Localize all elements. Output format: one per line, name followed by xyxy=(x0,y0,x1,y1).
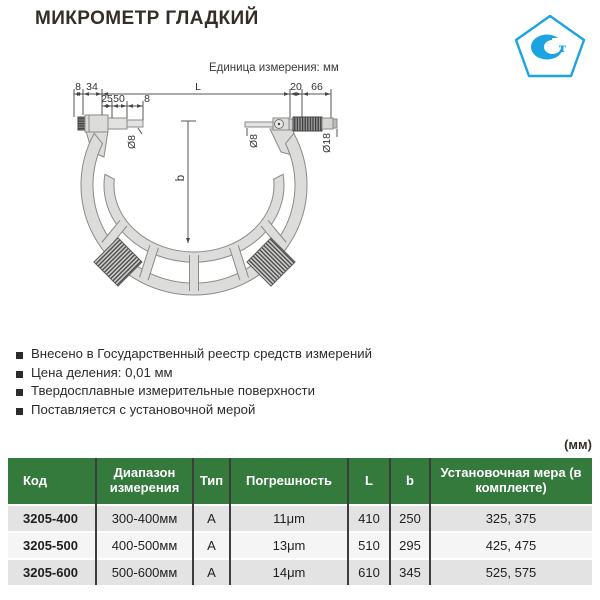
cell-code: 3205-600 xyxy=(23,565,78,580)
svg-text:25: 25 xyxy=(101,93,113,105)
feature-text: Внесено в Государственный реестр средств измерений xyxy=(31,346,372,361)
column-header-b: b xyxy=(406,472,414,488)
feature-text: Цена деления: 0,01 мм xyxy=(31,364,173,380)
square-bullet-icon xyxy=(16,352,23,359)
column-divider xyxy=(389,458,391,585)
cell-code: 3205-400 xyxy=(23,511,78,526)
cell-code: 3205-500 xyxy=(23,538,78,553)
column-header-range: Диапазон измерения xyxy=(109,465,180,495)
frame-inner-rim xyxy=(104,174,284,262)
svg-text:b: b xyxy=(175,174,187,182)
column-header-type: Тип xyxy=(199,472,224,488)
page-title: МИКРОМЕТР ГЛАДКИЙ xyxy=(35,8,259,29)
column-divider xyxy=(347,458,349,585)
spec-table xyxy=(8,458,592,585)
column-header-code: Код xyxy=(23,472,47,488)
svg-text:Ø8: Ø8 xyxy=(248,133,260,149)
cell-L: 410 xyxy=(358,511,380,526)
svg-text:50: 50 xyxy=(113,93,125,105)
svg-text:34: 34 xyxy=(86,81,98,93)
unit-of-measure-note: Единица измерения: мм xyxy=(209,62,339,74)
feature-list xyxy=(16,347,576,421)
column-divider xyxy=(192,458,194,585)
cell-setting-standard: 525, 575 xyxy=(485,565,537,580)
column-divider xyxy=(95,458,97,585)
spindle-assembly xyxy=(245,117,337,131)
cell-L: 610 xyxy=(358,565,380,580)
cell-b: 250 xyxy=(399,511,421,526)
svg-text:66: 66 xyxy=(311,81,323,93)
square-bullet-icon xyxy=(16,408,23,415)
svg-text:8: 8 xyxy=(75,81,81,93)
feature-text: Поставляется с установочной мерой xyxy=(31,401,256,417)
st-mark-glyph xyxy=(531,35,568,60)
micrometer-diagram xyxy=(55,75,375,345)
cell-range: 400-500мм xyxy=(111,538,178,553)
cell-setting-standard: 325, 375 xyxy=(485,511,537,526)
column-divider xyxy=(229,458,231,585)
list-item xyxy=(16,347,576,362)
svg-text:20: 20 xyxy=(290,81,302,93)
cell-type: А xyxy=(207,565,216,580)
list-item xyxy=(16,403,576,418)
pentagon-logo-svg xyxy=(508,13,592,81)
svg-text:Ø18: Ø18 xyxy=(321,133,333,153)
cell-accuracy: 11μm xyxy=(273,511,305,526)
square-bullet-icon xyxy=(16,371,23,378)
cell-b: 345 xyxy=(399,565,421,580)
cell-accuracy: 14μm xyxy=(272,565,306,580)
feature-text: Твердосплавные измерительные поверхности xyxy=(31,383,315,399)
cell-type: А xyxy=(207,538,216,553)
column-header-setting-standard: Установочная мера (в комплекте) xyxy=(440,465,582,495)
svg-text:т: т xyxy=(559,41,566,56)
cell-range: 500-600мм xyxy=(111,565,178,580)
cell-L: 510 xyxy=(358,538,380,553)
micrometer-drawing-svg xyxy=(55,75,375,345)
cell-accuracy: 13μm xyxy=(272,538,306,553)
svg-text:Ø8: Ø8 xyxy=(126,134,138,150)
svg-text:8: 8 xyxy=(144,93,150,105)
cell-type: А xyxy=(207,511,216,526)
cell-range: 300-400мм xyxy=(111,511,178,526)
square-bullet-icon xyxy=(16,389,23,396)
column-header-accuracy: Погрешность xyxy=(246,472,332,488)
frame-stems xyxy=(86,129,299,157)
cell-setting-standard: 425, 475 xyxy=(485,538,537,553)
column-header-L: L xyxy=(365,472,373,488)
svg-text:L: L xyxy=(195,81,201,93)
list-item xyxy=(16,366,576,381)
cell-b: 295 xyxy=(399,538,421,553)
anvil-assembly xyxy=(78,115,143,132)
certification-mark-icon xyxy=(508,13,592,81)
table-unit-label: (мм) xyxy=(564,437,592,452)
list-item xyxy=(16,384,576,399)
column-divider xyxy=(429,458,431,585)
